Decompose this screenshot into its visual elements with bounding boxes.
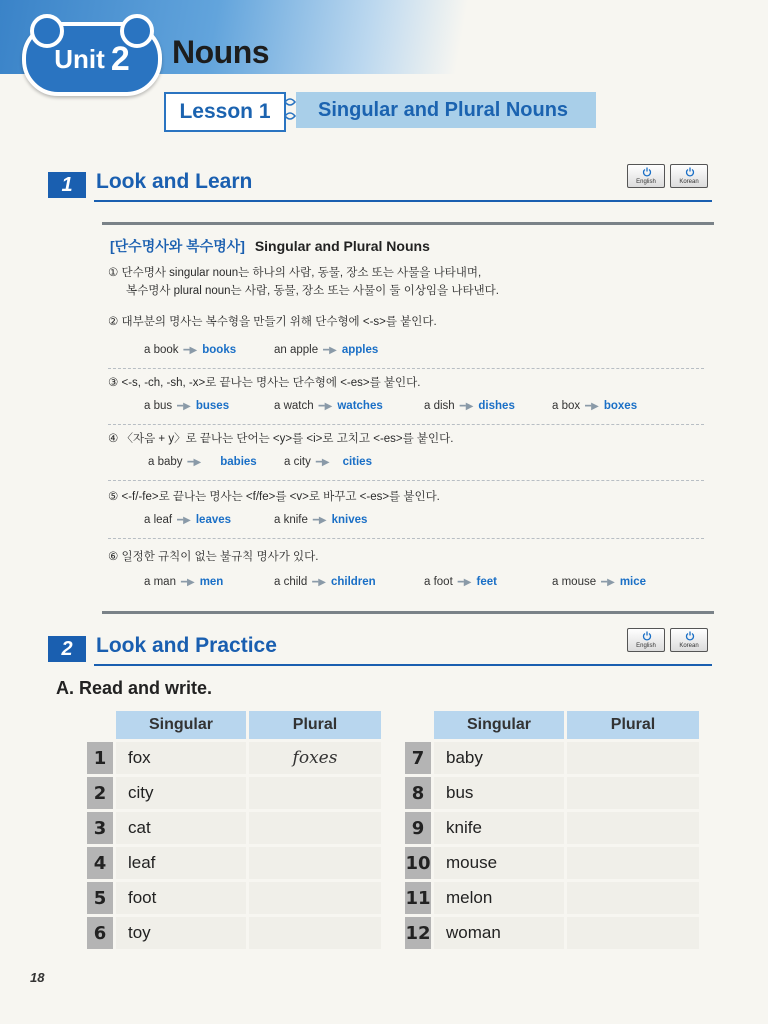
unit-badge: [22, 22, 162, 96]
arrow-icon: ━▶: [312, 515, 327, 526]
power-icon: [685, 167, 695, 177]
divider: [108, 368, 704, 369]
arrow-icon: ━▶: [183, 345, 198, 356]
rule-4: ④ 〈자음 + y〉로 끝나는 단어는 <y>를 <i>로 고치고 <-es>를 붙인다.: [108, 433, 454, 445]
example: a man ━▶ men: [144, 576, 224, 588]
col-plural: Plural: [249, 711, 381, 739]
answer-field[interactable]: [567, 777, 699, 809]
table-row: 5 foot: [87, 882, 381, 914]
lesson-title: Singular and Plural Nouns: [296, 92, 596, 128]
section-rule: [94, 200, 712, 202]
section-title: Look and Learn: [96, 170, 253, 193]
example: a dish ━▶ dishes: [424, 400, 515, 412]
binder-ring-icon: [283, 96, 297, 124]
answer-field[interactable]: [249, 917, 381, 949]
arrow-icon: ━▶: [312, 577, 326, 588]
audio-buttons: [627, 164, 708, 188]
divider: [108, 538, 704, 539]
arrow-icon: ━▶: [177, 515, 191, 526]
rule-6: ⑥ 일정한 규칙이 없는 불규칙 명사가 있다.: [108, 551, 319, 563]
answer-field[interactable]: [567, 742, 699, 774]
rule-5: ⑤ <-f/-fe>로 끝나는 명사는 <f/fe>를 <v>로 바꾸고 <-es>를 붙인다.: [108, 491, 440, 503]
section-rule: [94, 664, 712, 666]
unit-number: 2: [110, 39, 130, 78]
example: a baby ━▶ babies: [148, 456, 257, 468]
answer-field[interactable]: [567, 847, 699, 879]
answer-field[interactable]: [567, 882, 699, 914]
table-row: 2 city: [87, 777, 381, 809]
section-title: Look and Practice: [96, 634, 277, 657]
korean-audio-button[interactable]: [670, 164, 708, 188]
table-row: 8 bus: [405, 777, 699, 809]
page-number: 18: [30, 970, 45, 985]
rule-2: ② 대부분의 명사는 복수형을 만들기 위해 단수형에 <-s>를 붙인다.: [108, 316, 437, 328]
table-row: 7 baby: [405, 742, 699, 774]
practice-table-left: [84, 708, 384, 952]
english-audio-button[interactable]: [627, 628, 665, 652]
example: a mouse ━▶ mice: [552, 576, 647, 588]
arrow-icon: ━▶: [585, 401, 599, 412]
english-audio-label: English: [636, 643, 656, 649]
section-look-and-learn: [48, 172, 712, 202]
arrow-icon: ━▶: [459, 401, 474, 412]
divider: [108, 424, 704, 425]
answer-field[interactable]: [567, 917, 699, 949]
table-row: 10 mouse: [405, 847, 699, 879]
power-icon: [685, 631, 695, 641]
korean-audio-label: Korean: [679, 643, 699, 649]
answer-field[interactable]: [249, 847, 381, 879]
section-number: 2: [48, 636, 86, 662]
chapter-title: Nouns: [172, 34, 270, 70]
arrow-icon: ━▶: [323, 345, 337, 356]
english-audio-label: English: [636, 179, 656, 185]
exercise-label: A. Read and write.: [56, 678, 213, 698]
table-row: 1 fox foxes: [87, 742, 381, 774]
power-icon: [642, 631, 652, 641]
arrow-icon: ━▶: [177, 401, 191, 412]
unit-word: Unit: [54, 43, 105, 74]
answer-field[interactable]: [567, 812, 699, 844]
example: a book ━▶ books: [144, 344, 237, 356]
arrow-icon: ━▶: [180, 577, 195, 588]
answer-field[interactable]: foxes: [249, 742, 381, 774]
blank-header: [405, 711, 431, 739]
table-row: 3 cat: [87, 812, 381, 844]
example: a child ━▶ children: [274, 576, 376, 588]
table-row: 11 melon: [405, 882, 699, 914]
learn-heading-ko: [단수명사와 복수명사]: [110, 238, 245, 254]
table-row: 9 knife: [405, 812, 699, 844]
example: an apple ━▶ apples: [274, 344, 379, 356]
rule-1-line-1: ① 단수명사 singular noun는 하나의 사람, 동물, 장소 또는 사물을 나타내며,: [108, 267, 482, 279]
arrow-icon: ━▶: [315, 457, 330, 468]
arrow-icon: ━▶: [601, 577, 615, 588]
section-number: 1: [48, 172, 86, 198]
blank-header: [87, 711, 113, 739]
table-row: 4 leaf: [87, 847, 381, 879]
table-row: 12 woman: [405, 917, 699, 949]
rule-1-line-2: 복수명사 plural noun는 사람, 동물, 장소 또는 사물이 둘 이상임을 나타낸다.: [126, 285, 499, 297]
example: a leaf ━▶ leaves: [144, 514, 232, 526]
rule-3: ③ <-s, -ch, -sh, -x>로 끝나는 명사는 단수형에 <-es>를 붙인다.: [108, 377, 421, 389]
example: a watch ━▶ watches: [274, 400, 383, 412]
arrow-icon: ━▶: [187, 457, 202, 468]
learn-heading-en: Singular and Plural Nouns: [254, 238, 430, 254]
korean-audio-button[interactable]: [670, 628, 708, 652]
example: a foot ━▶ feet: [424, 576, 497, 588]
lesson-label: Lesson 1: [164, 92, 286, 132]
table-row: 6 toy: [87, 917, 381, 949]
example: a box ━▶ boxes: [552, 400, 638, 412]
power-icon: [642, 167, 652, 177]
divider: [108, 480, 704, 481]
answer-field[interactable]: [249, 882, 381, 914]
rule-1: [108, 264, 499, 300]
col-singular: Singular: [116, 711, 246, 739]
answer-field[interactable]: [249, 812, 381, 844]
col-singular: Singular: [434, 711, 564, 739]
section-look-and-practice: [48, 636, 712, 666]
col-plural: Plural: [567, 711, 699, 739]
arrow-icon: ━▶: [457, 577, 472, 588]
english-audio-button[interactable]: [627, 164, 665, 188]
learn-heading: [110, 236, 430, 256]
example: a knife ━▶ knives: [274, 514, 368, 526]
arrow-icon: ━▶: [318, 401, 333, 412]
practice-table-right: [402, 708, 702, 952]
example: a city ━▶ cities: [284, 456, 372, 468]
example: a bus ━▶ buses: [144, 400, 230, 412]
audio-buttons: [627, 628, 708, 652]
answer-field[interactable]: [249, 777, 381, 809]
korean-audio-label: Korean: [679, 179, 699, 185]
